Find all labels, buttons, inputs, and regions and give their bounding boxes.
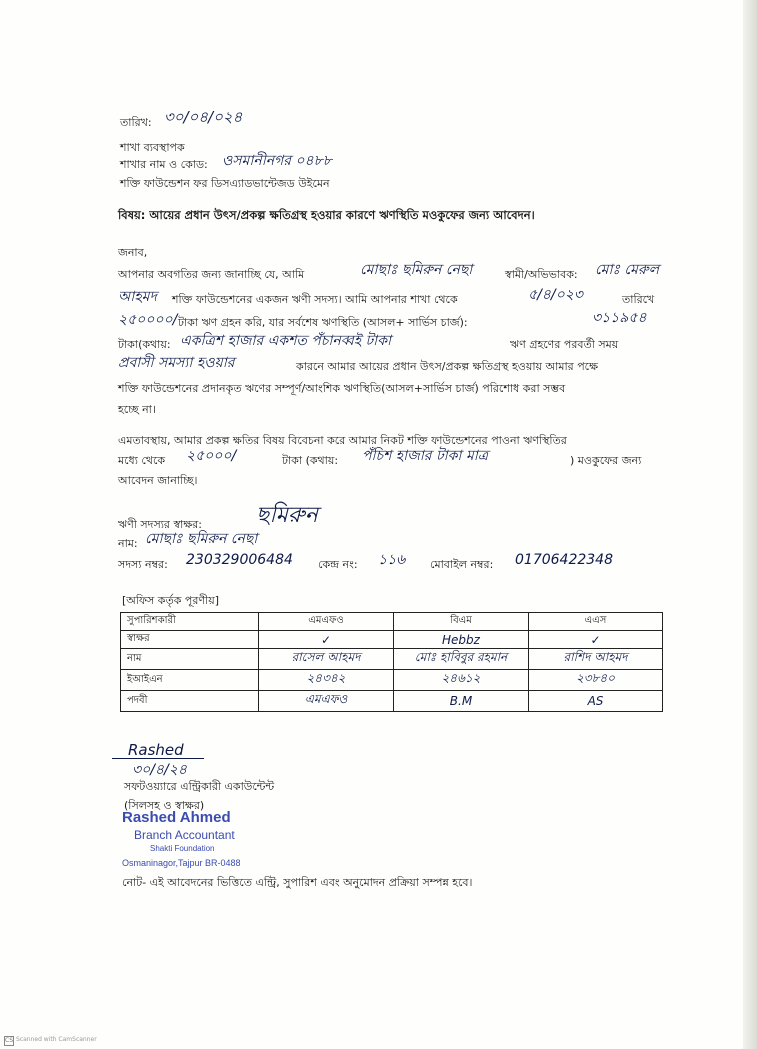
waiver-amount: ২৫০০০/ xyxy=(186,448,237,464)
applicant-name: মোছাঃ ছমিরুন নেছা xyxy=(360,262,473,278)
mobile-label: মোবাইল নম্বর: xyxy=(430,558,494,571)
body-line-7: হচ্ছে না। xyxy=(118,403,156,416)
mfo-ein: ২৪৩৪২ xyxy=(259,670,394,691)
row-label-signature: স্বাক্ষর xyxy=(121,631,259,649)
body-line-4b: ঋণ গ্রহণের পরবর্তী সময় xyxy=(510,338,619,351)
body-line-1a: আপনার অবগতির জন্য জানাচ্ছি যে, আমি xyxy=(118,268,305,281)
waiver-in-words: পঁচিশ হাজার টাকা মাত্র xyxy=(362,448,489,464)
office-table xyxy=(120,612,663,712)
table-row xyxy=(121,691,663,712)
branch-label: শাখার নাম ও কোড: xyxy=(120,158,208,171)
body-line-4a: টাকা(কথায়: xyxy=(118,338,171,351)
accountant-signature: Rashed xyxy=(128,741,184,759)
loan-amount: ২৫০০০০/ xyxy=(118,312,178,328)
member-name-value: মোছাঃ ছমিরুন নেছা xyxy=(145,531,258,547)
stamp-role: Branch Accountant xyxy=(134,828,235,842)
row-label-designation: পদবী xyxy=(121,691,259,712)
body-line-6: শক্তি ফাউন্ডেশনের প্রদানকৃত ঋণের সম্পূর্ণ/আংশিক ঋণস্থিতি(আসল+সার্ভিস চার্জ) পরিশোধ করা সম্ভব xyxy=(118,382,566,395)
scanner-watermark: Scanned with CamScanner xyxy=(16,1036,97,1043)
table-row xyxy=(121,649,663,670)
loan-balance: ৩১১৯৫৪ xyxy=(592,310,647,326)
body-line-1b: স্বামী/অভিভাবক: xyxy=(505,268,578,281)
body-line-5a: কারনে আমার আয়ের প্রধান উৎস/প্রকল্প ক্ষতিগ্রস্থ হওয়ায় আমার পক্ষে xyxy=(296,360,599,373)
date-value: ৩০/০৪/০২৪ xyxy=(164,108,243,126)
bm-designation: B.M xyxy=(394,691,529,712)
recipient-line: শাখা ব্যবস্থাপক xyxy=(120,141,185,154)
date-label: তারিখ: xyxy=(120,116,152,129)
mfo-name: রাসেল আহমদ xyxy=(259,649,394,670)
footer-note: নোট- এই আবেদনের ভিত্তিতে এন্ট্রি, সুপারিশ এবং অনুমোদন প্রক্রিয়া সম্পন্ন হবে। xyxy=(122,876,473,889)
col-header-mfo: এমএফও xyxy=(259,613,394,631)
mfo-signature: ✓ xyxy=(259,631,394,649)
reason-handwritten: প্রবাসী সমস্যা হওয়ার xyxy=(118,355,235,371)
table-row xyxy=(121,670,663,691)
signature-underline xyxy=(112,758,204,759)
subject-line: বিষয়: আয়ের প্রধান উৎস/প্রকল্প ক্ষতিগ্রস্থ হওয়ার কারণে ঋণস্থিতি মওকুফের জন্য আবেদন। xyxy=(118,208,535,222)
branch-value: ওসমানীনগর ০৪৮৮ xyxy=(222,153,332,169)
guardian-name-2: আহমদ xyxy=(118,289,157,305)
accountant-title: সফটওয়্যারে এন্ট্রিকারী একাউন্টেন্ট xyxy=(124,780,275,793)
member-signature: ছমিরুন xyxy=(256,503,318,528)
para2-line-3: আবেদন জানাচ্ছি। xyxy=(118,474,198,487)
para2-line-2b: টাকা (কথায়: xyxy=(282,454,339,467)
para2-line-2c: ) মওকুফের জন্য xyxy=(570,454,642,467)
as-name: রাশিদ আহমদ xyxy=(529,649,663,670)
salutation: জনাব, xyxy=(118,246,148,259)
bm-ein: ২৪৬১২ xyxy=(394,670,529,691)
as-signature: ✓ xyxy=(529,631,663,649)
balance-in-words: একত্রিশ হাজার একশত পঁচানব্বই টাকা xyxy=(180,333,392,349)
mobile-value: 01706422348 xyxy=(515,552,613,568)
stamp-place: Osmaninagor,Tajpur BR-0488 xyxy=(122,858,241,868)
as-designation: AS xyxy=(529,691,663,712)
para2-line-2a: মধ্যে থেকে xyxy=(118,454,166,467)
page-edge-shadow xyxy=(743,0,757,1049)
bm-signature: Hebbz xyxy=(394,631,529,649)
row-label-ein: ইআইএন xyxy=(121,670,259,691)
center-label: কেন্দ্র নং: xyxy=(318,558,358,571)
as-ein: ২৩৮৪০ xyxy=(529,670,663,691)
camscanner-icon: CS xyxy=(5,1037,13,1044)
center-value: ১১৬ xyxy=(378,552,406,568)
org-line: শক্তি ফাউন্ডেশন ফর ডিসএ্যাডভান্টেজড উইমেন xyxy=(120,177,330,190)
col-header-bm: বিএম xyxy=(394,613,529,631)
loan-date: ৫/৪/০২৩ xyxy=(528,287,583,303)
body-line-2b: তারিখে xyxy=(622,293,655,306)
office-table-header xyxy=(121,613,663,631)
row-label-name: নাম xyxy=(121,649,259,670)
col-header-as: এএস xyxy=(529,613,663,631)
stamp-org: Shakti Foundation xyxy=(150,844,215,853)
member-id-value: 230329006484 xyxy=(186,552,293,568)
accountant-sign-date: ৩০/৪/২৪ xyxy=(132,762,187,778)
member-name-label: নাম: xyxy=(118,537,138,550)
stamp-name: Rashed Ahmed xyxy=(122,809,231,826)
member-signature-label: ঋণী সদস্যর স্বাক্ষর: xyxy=(118,518,202,531)
col-header-recommender: সুপারিশকারী xyxy=(121,613,259,631)
table-row xyxy=(121,631,663,649)
member-id-label: সদস্য নম্বর: xyxy=(118,558,168,571)
office-heading: [অফিস কর্তৃক পূরণীয়] xyxy=(122,594,219,607)
mfo-designation: এমএফও xyxy=(259,691,394,712)
guardian-name-1: মোঃ মেরুল xyxy=(595,262,660,278)
para2-line-1: এমতাবস্থায়, আমার প্রকল্প ক্ষতির বিষয় বিবেচনা করে আমার নিকট শক্তি ফাউন্ডেশনের পাওনা ঋণস্থিতির xyxy=(118,434,567,447)
bm-name: মোঃ হাবিবুর রহমান xyxy=(394,649,529,670)
accountant-subtitle: (সিলসহ ও স্বাক্ষর) xyxy=(124,799,205,812)
body-line-2a: শক্তি ফাউন্ডেশনের একজন ঋণী সদস্য। আমি আপনার শাখা থেকে xyxy=(172,293,458,306)
body-line-3a: টাকা ঋণ গ্রহন করি, যার সর্বশেষ ঋণস্থিতি (আসল+ সার্ভিস চার্জ): xyxy=(178,316,468,329)
